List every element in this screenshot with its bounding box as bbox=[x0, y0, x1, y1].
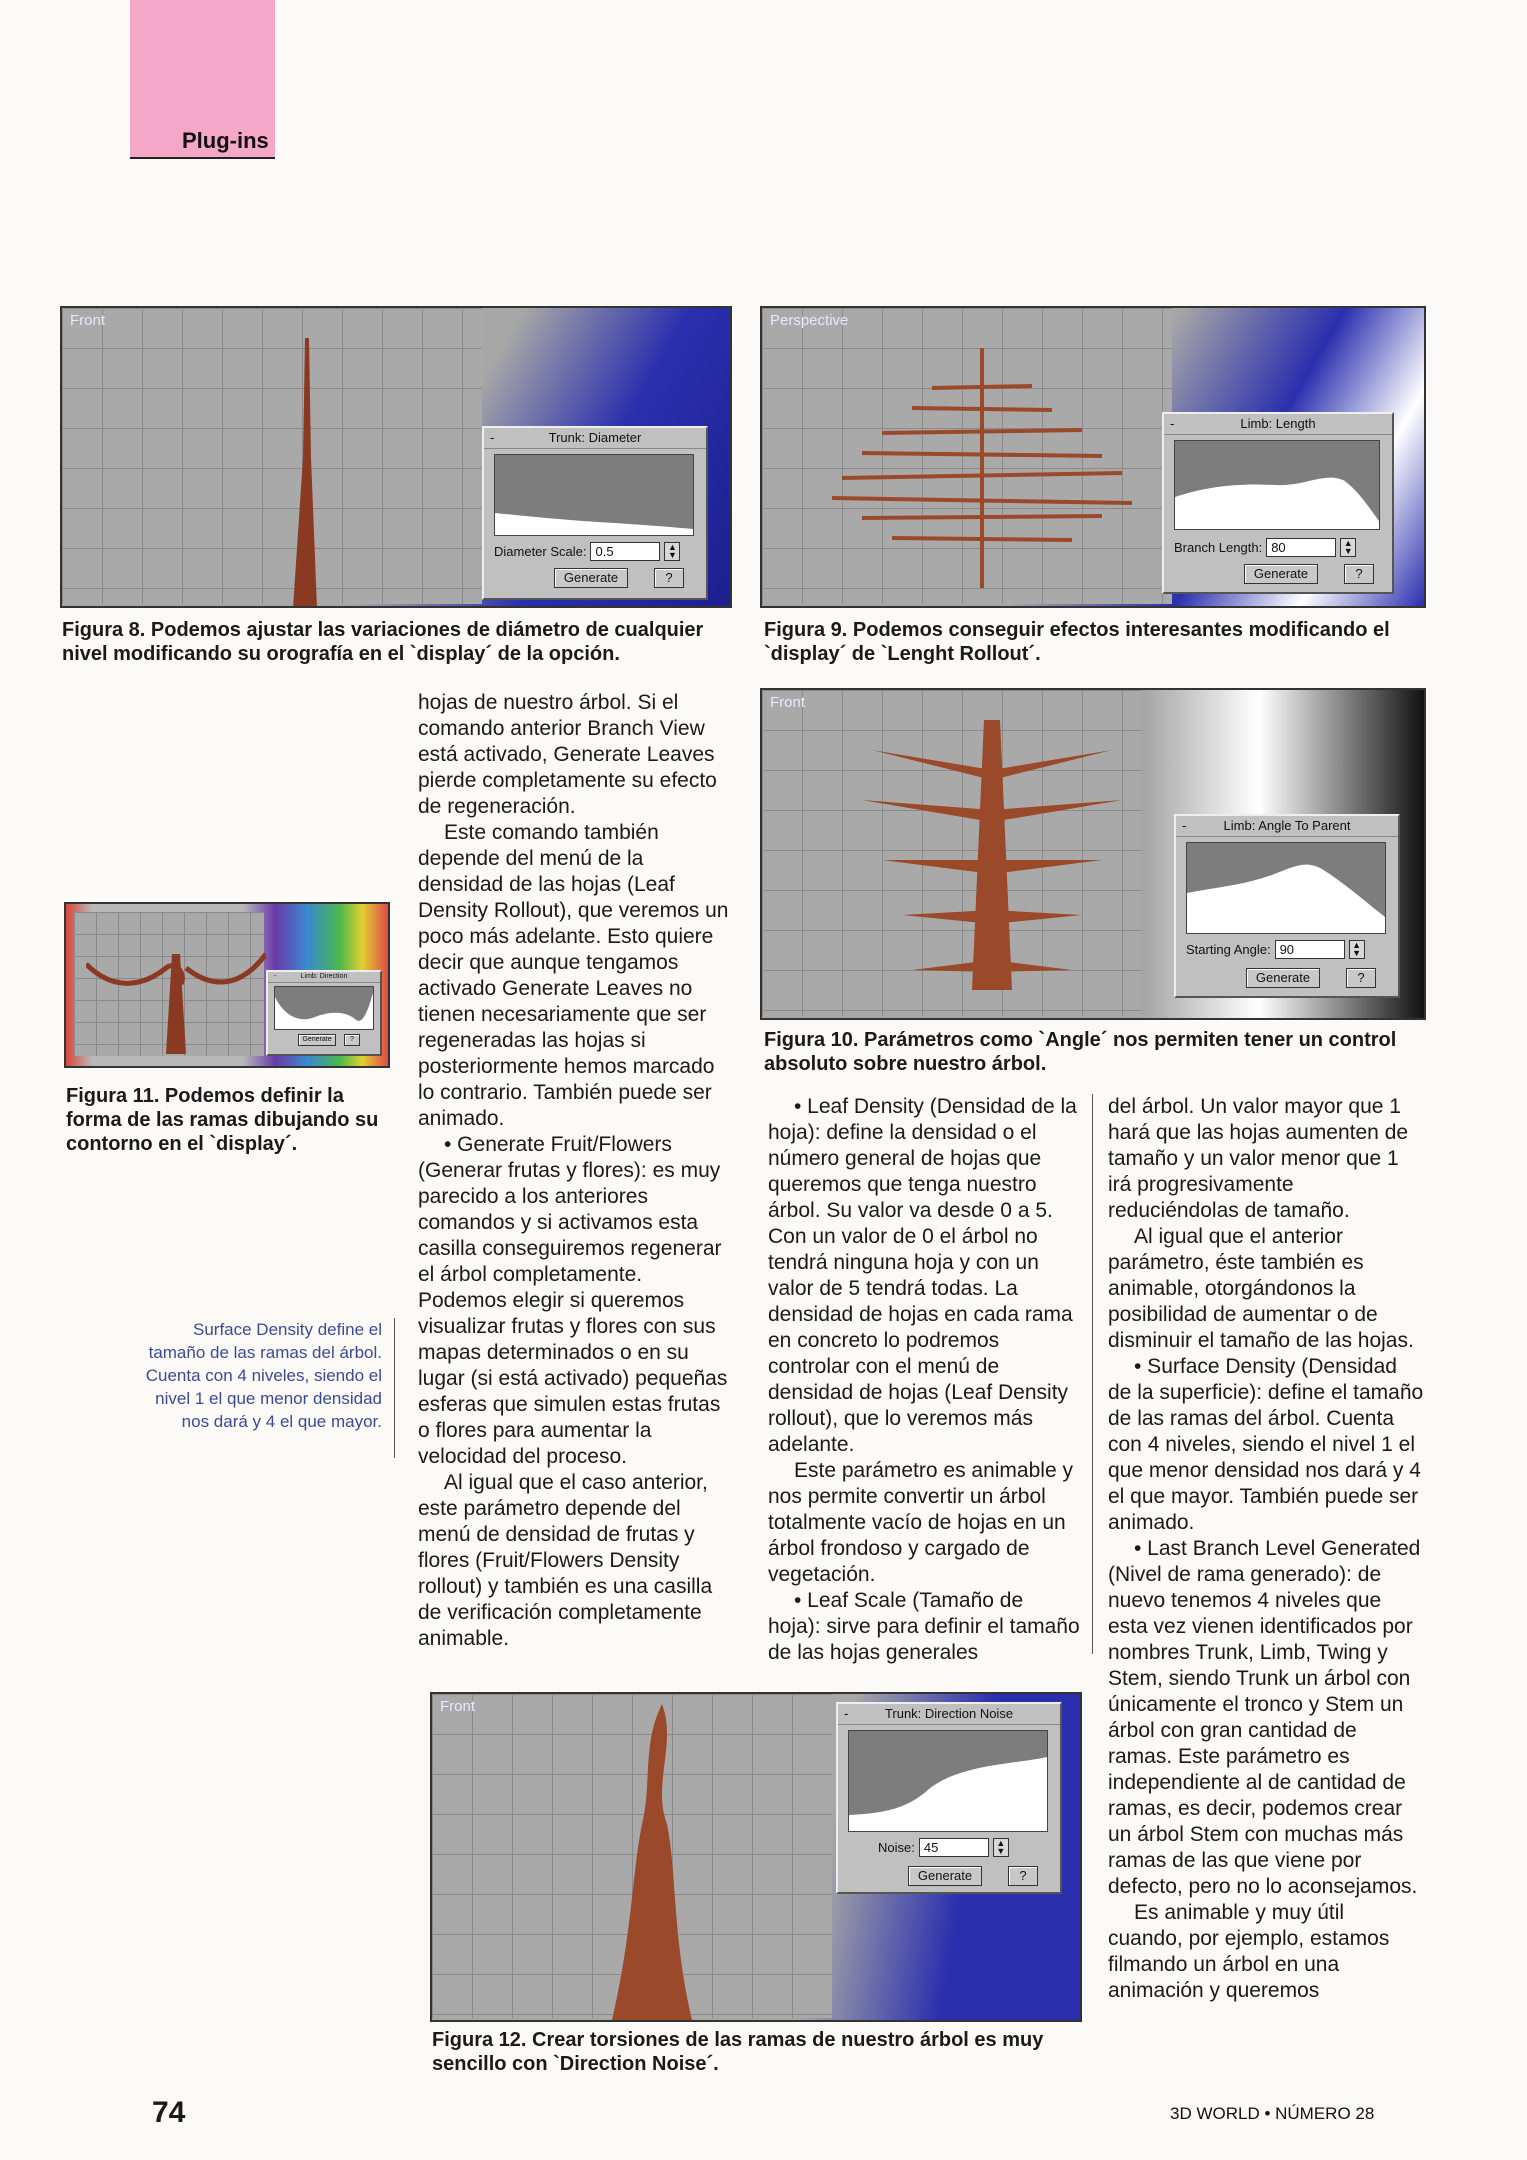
sidebar-note-rule bbox=[394, 1318, 395, 1458]
figure-8-panel: - Trunk: Diameter Diameter Scale: 0.5 ▲ ▼ Generate ? bbox=[482, 426, 708, 600]
figure-11 bbox=[64, 902, 390, 1068]
sidebar-note: Surface Density define el tamaño de las ramas del árbol. Cuenta con 4 niveles, siendo el nivel 1 el que menor densidad nos dará y 4 el que mayor. bbox=[145, 1320, 382, 1431]
starting-angle-spinner[interactable]: ▲ ▼ bbox=[1349, 940, 1365, 959]
col3-paragraph-5: Es animable y muy útil cuando, por ejemplo, estamos filmando un árbol en una animación y queremos bbox=[1108, 1901, 1390, 2002]
figure-10-field-label: Starting Angle: bbox=[1186, 942, 1271, 957]
figure-9 bbox=[760, 306, 1426, 608]
figure-8-generate-button[interactable]: Generate bbox=[554, 568, 628, 588]
col2-paragraph-2: Este parámetro es animable y nos permite convertir un árbol totalmente vacío de hojas en un árbol frondoso y cargado de vegetación. bbox=[768, 1459, 1073, 1586]
figure-8-viewport bbox=[62, 308, 482, 604]
figure-8-help-button[interactable]: ? bbox=[654, 568, 684, 588]
figure-10-viewport-label: Front bbox=[770, 694, 806, 711]
branch-length-field[interactable]: 80 bbox=[1266, 538, 1336, 557]
figure-8-viewport-label: Front bbox=[70, 312, 106, 329]
figure-10-tree bbox=[852, 710, 1132, 1010]
figure-9-tree bbox=[802, 338, 1162, 598]
figure-12-trunk bbox=[582, 1704, 722, 2020]
column-2 bbox=[768, 1094, 1080, 1666]
magazine-credit: 3D WORLD • NÚMERO 28 bbox=[1170, 2104, 1375, 2123]
diameter-scale-spinner[interactable]: ▲ ▼ bbox=[664, 542, 680, 561]
figure-8-curve[interactable] bbox=[494, 454, 694, 536]
figure-10-panel-title: Limb: Angle To Parent bbox=[1223, 818, 1351, 833]
col3-paragraph-2: Al igual que el anterior parámetro, éste también es animable, otorgándonos la posibilidad de aumentar o de disminuir el tamaño de las hojas. bbox=[1108, 1225, 1414, 1352]
figure-12-curve[interactable] bbox=[848, 1730, 1048, 1832]
col1-paragraph-3: • Generate Fruit/Flowers (Generar frutas y flores): es muy parecido a los anteriores comandos y si activamos esta casilla conseguiremos regenerar el árbol completamente. Podemos elegir si queremos visualizar frutas y flores con sus mapas determinados o en su lugar (si está activado) pequeñas esferas que simulen estas frutas o flores para aumentar la velocidad del proceso. bbox=[418, 1133, 728, 1468]
figure-10-curve[interactable] bbox=[1186, 842, 1386, 934]
figure-9-help-button[interactable]: ? bbox=[1344, 564, 1374, 584]
section-underline bbox=[130, 157, 275, 159]
page-number: 74 bbox=[152, 2096, 186, 2129]
starting-angle-field[interactable]: 90 bbox=[1275, 940, 1345, 959]
noise-field[interactable]: 45 bbox=[919, 1838, 989, 1857]
figure-11-panel-title: Limb: Direction bbox=[300, 973, 348, 980]
figure-10 bbox=[760, 688, 1426, 1020]
figure-11-caption: Figura 11. Podemos definir la forma de las ramas dibujando su contorno en el `display´. bbox=[66, 1085, 379, 1155]
noise-spinner[interactable]: ▲ ▼ bbox=[993, 1838, 1009, 1857]
section-label: Plug-ins bbox=[182, 128, 269, 153]
col1-paragraph-4: Al igual que el caso anterior, este parámetro depende del menú de densidad de frutas y flores (Fruit/Flowers Density rollout) y también es una casilla de verificación completamente animable. bbox=[418, 1471, 713, 1650]
figure-10-generate-button[interactable]: Generate bbox=[1246, 968, 1320, 988]
figure-12-caption: Figura 12. Crear torsiones de las ramas de nuestro árbol es muy sencillo con `Direction Noise´. bbox=[432, 2029, 1044, 2075]
col1-paragraph-2: Este comando también depende del menú de la densidad de las hojas (Leaf Density Rollout), que veremos un poco más adelante. Esto quiere decir que aunque tengamos activado Generate Leaves no tienen necesariamente que ser regeneradas las hojas si posteriormente hemos marcado lo contrario. También puede ser animado. bbox=[418, 821, 729, 1130]
figure-12-panel: - Trunk: Direction Noise Noise: 45 ▲ ▼ Generate ? bbox=[836, 1702, 1062, 1894]
figure-8-field-label: Diameter Scale: bbox=[494, 544, 587, 559]
col3-paragraph-4: • Last Branch Level Generated (Nivel de rama generado): de nuevo tenemos 4 niveles que esta vez vienen identificados por nombres Trunk, Limb, Twing y Stem, siendo Trunk un árbol con únicamente el tronco y Stem un árbol con gran cantidad de ramas. Este parámetro es independiente al de cantidad de ramas, es decir, podemos crear un árbol Stem con muchas más ramas de las que viene por defecto, pero no lo aconsejamos. bbox=[1108, 1537, 1421, 1898]
figure-12-help-button[interactable]: ? bbox=[1008, 1866, 1038, 1886]
figure-12-viewport-label: Front bbox=[440, 1698, 476, 1715]
figure-8-panel-title: Trunk: Diameter bbox=[548, 430, 642, 445]
figure-8-trunk bbox=[287, 338, 327, 608]
col3-paragraph-3: • Surface Density (Densidad de la superficie): define el tamaño de las ramas del árbol. Cuenta con 4 niveles, siendo el nivel 1 el que menor densidad nos dará y 4 el que mayor. También puede ser animado. bbox=[1108, 1355, 1424, 1534]
figure-10-panel: - Limb: Angle To Parent Starting Angle: 90 ▲ ▼ Generate ? bbox=[1174, 814, 1400, 998]
figure-8-caption: Figura 8. Podemos ajustar las variaciones de diámetro de cualquier nivel modificando su orografía en el `display´ de la opción. bbox=[62, 619, 704, 665]
col2-paragraph-3: • Leaf Scale (Tamaño de hoja): sirve para definir el tamaño de las hojas generales bbox=[768, 1589, 1080, 1664]
column-3 bbox=[1108, 1094, 1424, 2004]
figure-10-caption: Figura 10. Parámetros como `Angle´ nos permiten tener un control absoluto sobre nuestro árbol. bbox=[764, 1029, 1397, 1075]
figure-9-curve[interactable] bbox=[1174, 440, 1380, 530]
figure-8 bbox=[60, 306, 732, 608]
figure-11-help-button[interactable]: ? bbox=[344, 1034, 360, 1046]
figure-9-generate-button[interactable]: Generate bbox=[1244, 564, 1318, 584]
figure-11-tree bbox=[86, 924, 266, 1054]
col3-paragraph-1: del árbol. Un valor mayor que 1 hará que las hojas aumenten de tamaño y un valor menor que 1 irá progresivamente reduciéndolas de tamaño. bbox=[1108, 1095, 1409, 1222]
figure-9-caption: Figura 9. Podemos conseguir efectos interesantes modificando el `display´ de `Lenght Rollout´. bbox=[764, 619, 1390, 665]
branch-length-spinner[interactable]: ▲ ▼ bbox=[1340, 538, 1356, 557]
figure-11-panel: - Limb: Direction Generate ? bbox=[266, 970, 382, 1056]
figure-12-field-label: Noise: bbox=[878, 1840, 915, 1855]
figure-10-help-button[interactable]: ? bbox=[1346, 968, 1376, 988]
figure-11-generate-button[interactable]: Generate bbox=[298, 1034, 336, 1046]
col2-paragraph-1: • Leaf Density (Densidad de la hoja): define la densidad o el número general de hojas que queremos que tenga nuestro árbol. Su valor va desde 0 a 5. Con un valor de 0 el árbol no tendrá ninguna hoja y con un valor de 5 tendrá todas. La densidad de hojas en cada rama en concreto lo podremos controlar con el menú de densidad de hojas (Leaf Density rollout), que lo veremos más adelante. bbox=[768, 1095, 1077, 1456]
figure-12-panel-title: Trunk: Direction Noise bbox=[884, 1706, 1014, 1721]
figure-9-panel: - Limb: Length Branch Length: 80 ▲ ▼ Generate ? bbox=[1162, 412, 1394, 594]
figure-9-field-label: Branch Length: bbox=[1174, 540, 1263, 555]
figure-9-panel-title: Limb: Length bbox=[1240, 416, 1316, 431]
figure-12-generate-button[interactable]: Generate bbox=[908, 1866, 982, 1886]
col1-paragraph-1: hojas de nuestro árbol. Si el comando anterior Branch View está activado, Generate Leaves pierde completamente su efecto de regeneración. bbox=[418, 691, 717, 818]
column-1 bbox=[418, 690, 730, 1652]
column-rule bbox=[1092, 1094, 1093, 1654]
figure-11-curve[interactable] bbox=[274, 986, 374, 1030]
diameter-scale-field[interactable]: 0.5 bbox=[590, 542, 660, 561]
figure-9-viewport-label: Perspective bbox=[770, 312, 849, 329]
figure-12 bbox=[430, 1692, 1082, 2022]
